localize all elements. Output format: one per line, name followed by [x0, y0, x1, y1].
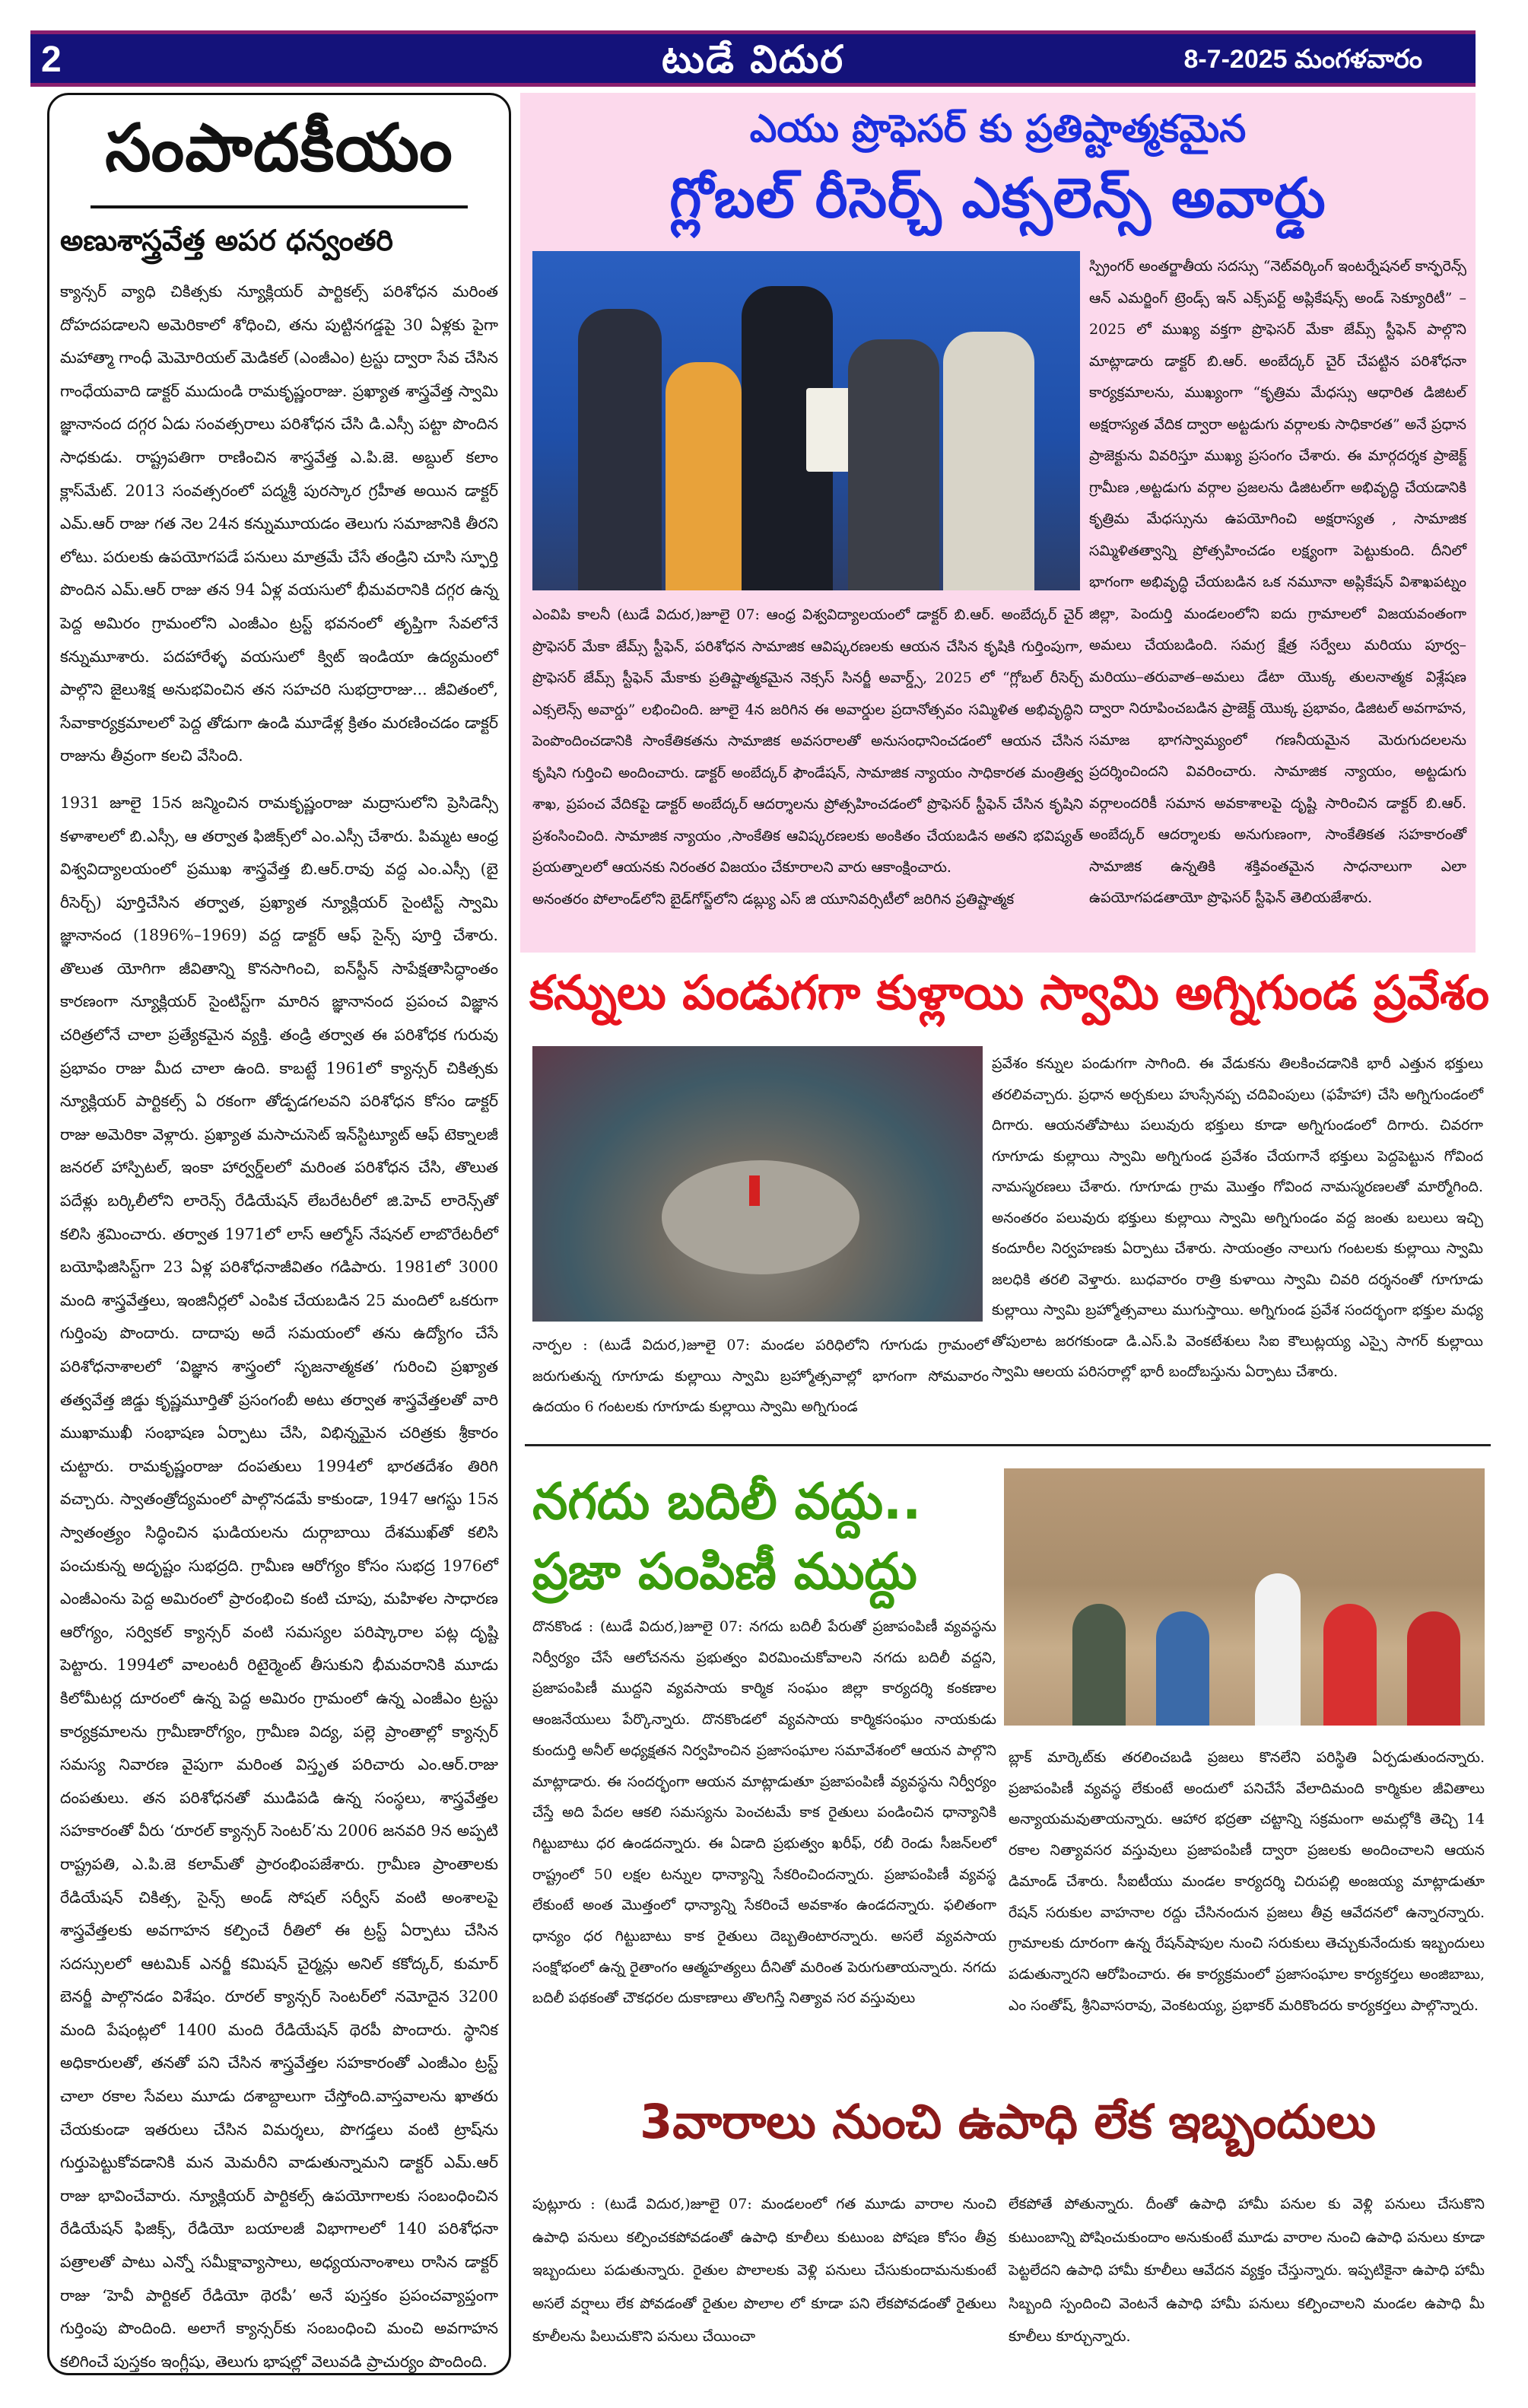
ration-headline — [532, 1467, 1004, 1607]
newspaper-title: టుడే విదుర — [661, 37, 845, 81]
job-left-text: పుట్లూరు : (టుడే విదుర,)జూలై 07: మండలంలో గత మూడు వారాల నుంచి ఉపాధి పనులు కల్పించకపోవడంతో ఉపాధి కూలీలు కుటుంబ పోషణ కోసం తీవ్ర ఇబ్బందులు పడుతున్నారు. రైతుల పొలాలకు వెళ్లి పనులు చేసుకుందామనుకుంటే అసలే వర్షాలు లేక పోవడంతో రైతుల పొలాల లో కూడా పని లేకపోవడంతో రైతులు కూలీలను పిలుచుకొని పనులు చేయించా — [532, 2196, 996, 2345]
meeting-photo — [1004, 1468, 1485, 1726]
award-ceremony-photo — [532, 251, 1080, 590]
award-right-column — [1089, 251, 1466, 915]
ration-headline-line1 — [532, 1467, 1004, 1537]
ration-headline-line2 — [532, 1537, 1004, 1607]
job-headline-text: 3వారాలు నుంచి ఉపాధి లేక ఇబ్బందులు — [640, 2094, 1376, 2149]
job-left-column — [532, 2188, 996, 2354]
kullai-lead — [532, 1330, 989, 1423]
kullai-headline-text: కన్నులు పండుగగా కుళ్లాయి స్వామి అగ్నిగుండ ప్రవేశం — [529, 965, 1490, 1020]
fire-walk-crowd-photo — [532, 1046, 983, 1322]
editorial-column — [47, 93, 511, 2375]
ration-left-column — [532, 1611, 996, 2014]
award-headline — [520, 166, 1476, 243]
page-number: 2 — [41, 40, 62, 80]
editorial-headline — [60, 224, 498, 265]
award-article — [520, 93, 1476, 953]
award-paragraph: అనంతరం పోలాండ్‌లోని బైడ్‌గోస్జ్‌లోని డబ్ల్యు ఎస్ జి యూనివర్సిటీలో జరిగిన ప్రతిష్టాత్మక — [532, 890, 1015, 908]
job-right-text: లేకపోతే పోతున్నారు. దీంతో ఉపాధి హామీ పనుల కు వెళ్లి పనులు చేసుకొని కుటుంబాన్ని పోషించుకుందాం అనుకుంటే మూడు వారాల నుంచి ఉపాధి పనులు కూడా పెట్టలేదని ఉపాధి హామీ కూలీలు ఆవేదన వ్యక్తం చేస్తున్నారు. ఇప్పటికైనా ఉపాధి హామీ సిబ్బంది స్పందించి వెంటనే ఉపాధి హామీ పనులు కల్పించాలని మండల ఉపాధి మీ కూలీలు కూర్చున్నారు. — [1009, 2196, 1485, 2345]
award-right-text: స్ప్రింగర్ అంతర్జాతీయ సదస్సు “నెట్‌వర్కింగ్ ఇంటర్నేషనల్ కాన్ఫరెన్స్ ఆన్ ఎమర్జింగ్ ట్రెండ్స్ ఇన్ ఎక్స్‌పర్ట్ అప్లికేషన్స్ అండ్ సెక్యూరిటీ” –2025 లో ముఖ్య వక్తగా ప్రొఫెసర్ మేకా జేమ్స్ స్టీఫెన్ పాల్గొని మాట్లాడారు డాక్టర్ బి.ఆర్. అంబేద్కర్ చైర్ చేపట్టిన పరిశోధనా కార్యక్రమాలను, ముఖ్యంగా “కృత్రిమ మేధస్సు ఆధారిత డిజిటల్ అక్షరాస్యత వేదిక ద్వారా అట్టడుగు వర్గాలకు సాధికారత” అనే ప్రధాన ప్రాజెక్టును వివరిస్తూ ముఖ్య ప్రసంగం చేశారు. ఈ మార్గదర్శక ప్రాజెక్ట్ గ్రామీణ ,అట్టడుగు వర్గాల ప్రజలను డిజిటల్‌గా అభివృద్ధి చేయడానికి కృత్రిమ మేధస్సును ఉపయోగించి అక్షరాస్యత , సామాజిక సమ్మిళితత్వాన్ని ప్రోత్సహించడం లక్ష్యంగా పెట్టుకుంది. దీనిలో భాగంగా అభివృద్ధి చేయబడిన ఒక నమూనా అప్లికేషన్ విశాఖపట్నం జిల్లా, పెందుర్తి మండలంలోని ఐదు గ్రామాలలో విజయవంతంగా అమలు చేయబడింది. సమగ్ర క్షేత్ర సర్వేలు మరియు పూర్వ–మరియు–తరువాత–అమలు డేటా యొక్క తులనాత్మక విశ్లేషణ ద్వారా నిరూపించబడిన ప్రాజెక్ట్ యొక్క ప్రభావం, డిజిటల్ అవగాహన, సమాజ భాగస్వామ్యంలో గణనీయమైన మెరుగుదలలను ప్రదర్శించిందని వివరించారు. సామాజిక న్యాయం, అట్టడుగు వర్గాలందరికీ సమాన అవకాశాలపై దృష్టి సారించిన డాక్టర్ బి.ఆర్. అంబేద్కర్ ఆదర్శాలకు అనుగుణంగా, సాంకేతికత సహకారంతో సామాజిక ఉన్నతికి శక్తివంతమైన సాధనాలుగా ఎలా ఉపయోగపడతాయో ప్రొఫెసర్ స్టీఫెన్ తెలియజేశారు. — [1089, 258, 1466, 906]
ration-headline-line2-text: ప్రజా పంపిణీ ముద్దు — [532, 1542, 917, 1601]
award-kicker-text: ఎయు ప్రొఫెసర్ కు ప్రతిష్టాత్మకమైన — [749, 107, 1247, 151]
award-headline-text: గ్లోబల్ రీసెర్చ్ ఎక్సలెన్స్ అవార్డు — [669, 166, 1326, 230]
job-headline — [525, 2094, 1491, 2161]
award-left-column — [532, 600, 1083, 915]
issue-date: 8-7-2025 మంగళవారం — [1183, 45, 1422, 74]
editorial-headline-text: అణుశాస్త్రవేత్త అపర ధన్వంతరి — [60, 224, 393, 257]
section-divider — [525, 1444, 1491, 1446]
title-divider — [91, 205, 468, 208]
kullai-lead-text: నార్పల : (టుడే విదుర,)జూలై 07: మండల పరిధిలోని గూగుడు గ్రామంలో జరుగుతున్న గూగూడు కుల్లాయి స్వామి బ్రహ్మోత్సవాల్లో భాగంగా సోమవారం ఉదయం 6 గంటలకు గూగూడు కుల్లాయి స్వామి అగ్నిగుండ — [532, 1337, 989, 1415]
editorial-paragraph: క్యాన్సర్ వ్యాధి చికిత్సకు న్యూక్లియర్ పార్టికల్స్ పరిశోధన మరింత దోహదపడాలని అమెరికాలో శోధించి, తను పుట్టినగడ్డపై 30 ఏళ్లకు పైగా మహాత్మా గాంధీ మెమోరియల్ మెడికల్ (ఎంజీఎం) ట్రస్టు ద్వారా సేవ చేసిన గాంధేయవాది డాక్టర్ ముదుండి రామకృష్ణంరాజు. ప్రఖ్యాత శాస్త్రవేత్త స్వామి జ్ఞానానంద దగ్గర ఏడు సంవత్సరాలు పరిశోధన చేసి డి.ఎస్సీ పట్టా పొందిన సాధకుడు. రాష్ట్రపతిగా రాణించిన శాస్త్రవేత్త ఎ.పి.జె. అబ్దుల్ కలాం క్లాస్‌మేట్. 2013 సంవత్సరంలో పద్మశ్రీ పురస్కార గ్రహీత అయిన డాక్టర్ ఎమ్.ఆర్ రాజు గత నెల 24న కన్నుమూయడం తెలుగు సమాజానికి తీరని లోటు. పరులకు ఉపయోగపడే పనులు మాత్రమే చేసే తండ్రిని చూసి స్ఫూర్తి పొందిన ఎమ్.ఆర్ రాజు తన 94 ఏళ్ల వయసులో భీమవరానికి దగ్గర ఉన్న పెద్ద అమిరం గ్రామంలోని ఎంజీఎం ట్రస్ట్ భవనంలో తృప్తిగా సేవలోనే కన్నుమూశారు. పదహారేళ్ళ వయసులో క్విట్ ఇండియా ఉద్యమంలో పాల్గొని జైలుశిక్ష అనుభవించిన తన సహచరి సుభద్రారాజు... జీవితంలో, సేవాకార్యక్రమాలలో పెద్ద తోడుగా ఉండి మూడేళ్ల క్రితం మరణించడం డాక్టర్ రాజును తీవ్రంగా కలచి వేసింది. — [60, 282, 498, 765]
ration-left-text: దొనకొండ : (టుడే విదుర,)జూలై 07: నగదు బదిలీ పేరుతో ప్రజాపంపిణీ వ్యవస్థను నిర్వీర్యం చేసే ఆలోచనను ప్రభుత్వం విరమించుకోవాలని నగదు బదిలీ వద్దని, ప్రజాపంపిణీ ముద్దని వ్యవసాయ కార్మిక సంఘం జిల్లా కార్యదర్శి కంకణాల ఆంజనేయులు పేర్కొన్నారు. దొనకొండలో వ్యవసాయ కార్మికసంఘం నాయకుడు కుందుర్తి అనీల్ అధ్యక్షతన నిర్వహించిన ప్రజాసంఘాల సమావేశంలో ఆయన పాల్గొని మాట్లాడారు. ఈ సందర్భంగా ఆయన మాట్లాడుతూ ప్రజాపంపిణీ వ్యవస్థను నిర్వీర్యం చేస్తే అది పేదల ఆకలి సమస్యను పెంచటమే కాక రైతులు పండించిన ధాన్యానికి గిట్టుబాటు ధర ఉండదన్నారు. ఈ ఏడాది ప్రభుత్వం ఖరీఫ్, రబీ రెండు సీజన్‌లలో రాష్ట్రంలో 50 లక్షల టన్నుల ధాన్యాన్ని సేకరించిందన్నారు. ప్రజాపంపిణీ వ్యవస్థ లేకుంటే అంత మొత్తంలో ధాన్యాన్ని సేకరించే అవకాశం ఉండదన్నారు. ఫలితంగా ధాన్యం ధర గిట్టుబాటు కాక రైతులు దెబ్బతింటారన్నారు. అసలే వ్యవసాయ సంక్షోభంలో ఉన్న రైతాంగం ఆత్మహత్యలు దీనితో మరింత పెరుగుతాయన్నారు. నగదు బదిలీ పథకంతో చౌకధరల దుకాణాలు తొలగిస్తే నిత్యావ సర వస్తువులు — [532, 1618, 996, 2007]
ration-right-column — [1009, 1742, 1485, 2021]
award-kicker — [520, 107, 1476, 161]
editorial-paragraph: 1931 జూలై 15న జన్మించిన రామకృష్ణంరాజు మద్రాసులోని ప్రెసిడెన్సీ కళాశాలలో బి.ఎస్సీ, ఆ తర్వాత ఫిజిక్స్‌లో ఎం.ఎస్సీ చేశారు. పిమ్మట ఆంధ్ర విశ్వవిద్యాలయంలో ప్రముఖ శాస్త్రవేత్త బి.ఆర్.రావు వద్ద ఎం.ఎస్సీ (బై రీసెర్చ్) పూర్తిచేసిన తర్వాత, ప్రఖ్యాత న్యూక్లియర్ సైంటిస్ట్ స్వామి జ్ఞానానంద (1896%–1969) వద్ద డాక్టర్ ఆఫ్ సైన్స్ పూర్తి చేశారు. తొలుత యోగిగా జీవితాన్ని కొనసాగించి, ఐన్‌స్టీన్ సాపేక్షతాసిద్ధాంతం కారణంగా న్యూక్లియర్ సైంటిస్ట్‌గా మారిన జ్ఞానానంద ప్రపంచ విజ్ఞాన చరిత్రలోనే చాలా ప్రత్యేకమైన వ్యక్తి. తండ్రి తర్వాత ఈ పరిశోధక గురువు ప్రభావం రాజు మీద చాలా ఉంది. కాబట్టే 1961లో క్యాన్సర్ చికిత్సకు న్యూక్లియర్ పార్టికల్స్ ఏ రకంగా తోడ్పడగలవని పరిశోధన కోసం డాక్టర్ రాజు అమెరికా వెళ్లారు. ప్రఖ్యాత మసాచుసెట్ ఇన్‌స్టిట్యూట్ ఆఫ్ టెక్నాలజీ జనరల్ హాస్పిటల్, ఇంకా హార్వర్డ్‌లలో మరింత పరిశోధన చేసి, తొలుత పదేళ్లు బర్కిలీలోని లారెన్స్ రేడియేషన్ లేబరేటరీలో జి.హెచ్ లారెన్స్‌తో కలిసి శ్రమించారు. తర్వాత 1971లో లాస్ ఆల్మోస్ నేషనల్ లాబొరేటరీలో బయోఫిజిసిస్ట్‌గా 23 ఏళ్ల పరిశోధనాజీవితం గడిపారు. 1981లో 3000 మంది శాస్త్రవేత్తలు, ఇంజినీర్లలో ఎంపిక చేయబడిన 25 మందిలో ఒకరుగా గుర్తింపు పొందారు. దాదాపు అదే సమయంలో తను ఉద్యోగం చేసే పరిశోధనాశాలలో ‘విజ్ఞాన శాస్త్రంలో సృజనాత్మకత’ గురించి ప్రఖ్యాత తత్వవేత్త జిడ్డు కృష్ణమూర్తితో ప్రసంగంబీ అటు తర్వాత శాస్త్రవేత్తలతో వారి ముఖాముఖీ సంభాషణ ఏర్పాటు చేసి, విభిన్నమైన చరిత్రకు శ్రీకారం చుట్టారు. రామకృష్ణంరాజు దంపతులు 1994లో భారతదేశం తిరిగి వచ్చారు. స్వాతంత్రోద్యమంలో పాల్గొనడమే కాకుండా, 1947 ఆగస్టు 15న స్వాతంత్ర్యం సిద్ధించిన ఘడియలను దుర్గాబాయి దేశముఖ్‌తో కలిసి పంచుకున్న అదృష్టం సుభద్రది. గ్రామీణ ఆరోగ్యం కోసం సుభద్ర 1976లో ఎంజీఎంను పెద్ద అమిరంలో ప్రారంభించి కంటి చూపు, మహిళల సాధారణ ఆరోగ్యం, సర్వికల్ క్యాన్సర్ వంటి సమస్యల పరిష్కారాల పట్ల దృష్టి పెట్టారు. 1994లో వాలంటరీ రిటైర్మెంట్ తీసుకుని భీమవరానికి మూడు కిలోమీటర్ల దూరంలో ఉన్న పెద్ద అమిరం గ్రామంలో ఉన్న ఎంజీఎం ట్రస్టు కార్యక్రమాలను గ్రామీణారోగ్యం, గ్రామీణ విద్య, పల్లె ప్రాంతాల్లో క్యాన్సర్ సమస్య నివారణ వైపుగా మరింత విస్తృత పరిచారు ఎం.ఆర్.రాజు దంపతులు. తన పరిశోధనతో ముడిపడి ఉన్న సంస్థలు, శాస్త్రవేత్తల సహకారంతో వీరు ‘రూరల్ క్యాన్సర్ సెంటర్’ను 2006 జనవరి 9న అప్పటి రాష్ట్రపతి, ఎ.పి.జె కలామ్‌తో ప్రారంభింపజేశారు. గ్రామీణ ప్రాంతాలకు రేడియేషన్ చికిత్స, సైన్స్ అండ్ సోషల్ సర్వీస్ వంటి అంశాలపై శాస్త్రవేత్తలకు అవగాహన కల్పించే రీతిలో ఈ ట్రస్ట్ ఏర్పాటు చేసిన సదస్సులలో ఆటమిక్ ఎనర్జీ కమిషన్ చైర్మన్లు అనిల్ కకోద్కర్, కుమార్ బెనర్జీ పాల్గొనడం విశేషం. రూరల్ క్యాన్సర్ సెంటర్‌లో నమోదైన 3200 మంది పేషంట్లలో 1400 మంది రేడియేషన్ థెరపీ పొందారు. స్థానిక అధికారులతో, తనతో పని చేసిన శాస్త్రవేత్తల సహకారంతో ఎంజీఎం ట్రస్ట్ చాలా రకాల సేవలు మూడు దశాబ్దాలుగా చేస్తోంది.వాస్తవాలను ఖాతరు చేయకుండా ఇతరులు చేసిన విమర్శలు, పొగడ్తలు వంటి ట్రాష్‌ను గుర్తుపెట్టుకోవడానికి మన మెమరీని వాడుతున్నామని డాక్టర్ ఎమ్.ఆర్ రాజు భావించేవారు. న్యూక్లియర్ పార్టికల్స్ ఉపయోగాలకు సంబంధించిన రేడియేషన్ ఫిజిక్స్, రేడియో బయాలజీ విభాగాలలో 140 పరిశోధనా పత్రాలతో పాటు ఎన్నో సమీక్షావ్యాసాలు, అధ్యయనాంశాలు రాసిన డాక్టర్ రాజు ‘హెవీ పార్టికల్ రేడియో థెరపీ’ అనే పుస్తకం ప్రపంచవ్యాప్తంగా గుర్తింపు పొందింది. అలాగే క్యాన్సర్‌కు సంబంధించి మంచి అవగాహన కలిగించే పుస్తకం ఇంగ్లీషు, తెలుగు భాషల్లో వెలువడి ప్రాచుర్యం పొందింది. — [60, 793, 498, 2371]
ration-headline-line1-text: నగదు బదిలీ వద్దు.. — [532, 1472, 922, 1531]
kullai-body — [992, 1048, 1483, 1388]
award-lead-paragraph: ఎంవిపి కాలనీ (టుడే విదుర,)జూలై 07: ఆంధ్ర విశ్వవిద్యాలయంలో డాక్టర్ బి.ఆర్. అంబేద్కర్ చైర్ ప్రొఫెసర్ మేకా జేమ్స్ స్టీఫెన్, పరిశోధన సామాజిక ఆవిష్కరణలకు ఆయన చేసిన కృషికి గుర్తింపుగా, ప్రొఫెసర్ జేమ్స్ స్టీఫెన్ మేకాకు ప్రతిష్టాత్మకమైన నెక్సస్ సినర్జీ అవార్డ్స్, 2025 లో “గ్లోబల్ రీసెర్చ్ ఎక్సలెన్స్ అవార్డు” లభించింది. జూలై 4న జరిగిన ఈ అవార్డుల ప్రదానోత్సవం సమ్మిళిత అభివృద్ధిని పెంపొందించడానికి సాంకేతికతను సామాజిక అవసరాలతో అనుసంధానించడంలో ఆయన చేసిన కృషిని గుర్తించి అందించారు. డాక్టర్ అంబేద్కర్ ఫౌండేషన్, సామాజిక న్యాయం సాధికారత మంత్రిత్వ శాఖ, ప్రపంచ వేదికపై డాక్టర్ అంబేద్కర్ ఆదర్శాలను ప్రోత్సహించడంలో ప్రొఫెసర్ స్టీఫెన్ చేసిన కృషిని ప్రశంసించింది. సామాజిక న్యాయం ,సాంకేతిక ఆవిష్కరణలకు అంకితం చేయబడిన అతని భవిష్యత్ ప్రయత్నాలలో ఆయనకు నిరంతర విజయం చేకూరాలని వారు ఆకాంక్షించారు. — [532, 606, 1083, 876]
kullai-headline — [525, 965, 1491, 1033]
job-right-column — [1009, 2188, 1485, 2354]
editorial-section-title: సంపాదకీయం — [105, 110, 453, 186]
kullai-body-text: ప్రవేశం కన్నుల పండుగగా సాగింది. ఈ వేడుకను తిలకించడానికి భారీ ఎత్తున భక్తులు తరలివచ్చారు. ప్రధాన అర్చకులు హుస్సేనప్ప చదివింపులు (ఫహేహా) చేసి అగ్నిగుండంలో దిగారు. ఆయనతోపాటు పలువురు భక్తులు కూడా అగ్నిగుండంలో దిగారు. చివరగా గూగూడు కుల్లాయి స్వామి అగ్నిగుండ ప్రవేశం చేయగానే భక్తులు పెద్దపెట్టున గోవింద నామస్మరణలు చేశారు. గూగూడు గ్రామ మొత్తం గోవింద నామస్మరణలతో మార్మోగింది. అనంతరం పలువురు భక్తులు కుల్లాయి స్వామి అగ్నిగుండం వద్ద జంతు బలులు ఇచ్చి కందూరీల నిర్వహణకు ఏర్పాటు చేశారు. సాయంత్రం నాలుగు గంటలకు కుల్లాయి స్వామి జలధికి తరలి వెళ్తారు. బుధవారం రాత్రి కుళాయి స్వామి చివరి దర్శనంతో గూగూడు కుల్లాయి స్వామి బ్రహ్మోత్సవాలు ముగుస్తాయి. అగ్నిగుండ ప్రవేశ సందర్భంగా భక్తుల మధ్య తోపులాట జరగకుండా డి.ఎస్.పి వెంకటేశులు సిఐ కౌలుట్లయ్య ఎస్సై సాగర్ కుల్లాయి స్వామి ఆలయ పరిసరాల్లో భారీ బందోబస్తును ఏర్పాటు చేశారు. — [992, 1055, 1483, 1380]
ration-right-text: బ్లాక్ మార్కెట్‌కు తరలించబడి ప్రజలు కొనలేని పరిస్థితి ఏర్పడుతుందన్నారు. ప్రజాపంపిణీ వ్యవస్థ లేకుంటే అందులో పనిచేసే వేలాదిమంది కార్మికుల జీవితాలు అన్యాయమవుతాయన్నారు. ఆహార భద్రతా చట్టాన్ని సక్రమంగా అమల్లోకి తెచ్చి 14 రకాల నిత్యావసర వస్తువులు ప్రజాపంపిణీ ద్వారా ప్రజలకు అందించాలని ఆయన డిమాండ్ చేశారు. సీఐటీయు మండల కార్యదర్శి చిరుపల్లి అంజయ్య మాట్లాడుతూ రేషన్ సరుకుల వాహనాల రద్దు చేసినందున ప్రజలు తీవ్ర ఆవేదనలో ఉన్నారన్నారు. గ్రామాలకు దూరంగా ఉన్న రేషన్‌షాపుల నుంచి సరుకులు తెచ్చుకునేందుకు ఇబ్బందులు పడుతున్నారని ఆరోపించారు. ఈ కార్యక్రమంలో ప్రజాసంఘాల కార్యకర్తలు అంజిబాబు, ఎం సంతోష్, శ్రీనివాసరావు, వెంకటయ్య, ప్రభాకర్ మరికొందరు కార్యకర్తలు పాల్గొన్నారు. — [1009, 1749, 1485, 2014]
masthead-bar — [30, 30, 1476, 87]
